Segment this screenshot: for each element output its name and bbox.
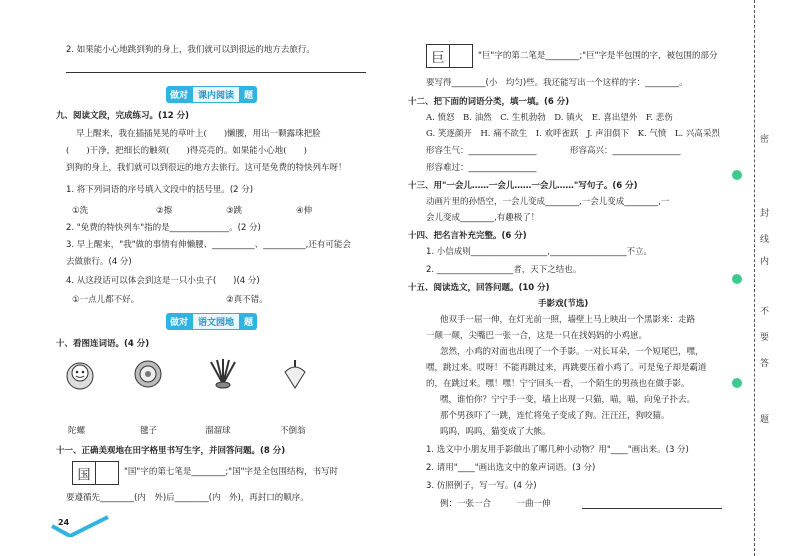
divider	[66, 72, 366, 73]
q14-title: 十四、把名言补充完整。(6 分)	[408, 231, 527, 241]
q11-line-1: "国"字的第七笔是________;"国"字是全包围结构，书写时	[124, 467, 339, 477]
yoyo-image	[130, 358, 166, 390]
left-q2-line: 2. 如果能小心地跳到狗的身上，我们就可以到很远的地方去旅行。	[66, 45, 315, 55]
q9-1-opt-4: ④伸	[296, 206, 313, 216]
reading-line-1: 他双手一屈一伸，在灯光前一照，墙壁上马上映出一个黑影来：走路	[440, 315, 696, 325]
tianzige-box-ju: 巨	[426, 44, 450, 68]
q12-a: 形容生气：________________	[426, 146, 537, 156]
toy-label-1: 陀螺	[68, 426, 86, 436]
tianzige-empty-box[interactable]	[95, 461, 119, 485]
q9-1-opt-2: ②擦	[156, 206, 173, 216]
q9-title: 九、阅读文段，完成练习。(12 分)	[56, 111, 190, 121]
toy-label-2: 毽子	[140, 426, 158, 436]
q9-3a: 3. 早上醒来，"我"做的事情有伸懒腰、__________、__________,还有可能会	[66, 240, 351, 250]
side-dot-3	[732, 378, 742, 388]
side-dot-1	[732, 170, 742, 180]
q15-title: 十五、阅读选文，回答问题。(10 分)	[408, 283, 550, 293]
side-dot-2	[732, 274, 742, 284]
reading-line-2: 一颠一颠，尖嘴巴一张一合，这是一只在找妈妈的小鸡崽。	[426, 331, 648, 341]
side-char-7: 答	[760, 359, 770, 369]
q15-2: 2. 请用"____"画出选文中的象声词语。(3 分)	[426, 463, 596, 473]
reading-line-7: 那个男孩吓了一跳，连忙将兔子变成了狗。汪汪汪，狗咬猫。	[440, 411, 670, 421]
r-line-2: 要写得________(小 均匀)些。我还能写出一个这样的字：________。	[426, 78, 688, 88]
passage-line-2: ( )干净，把细长的触须( )得亮亮的。如果能小心地( )	[66, 146, 307, 156]
side-char-8: 题	[760, 415, 770, 425]
q13-line-2: 会儿变成________,有趣极了！	[426, 213, 540, 223]
tumbler-toy-image	[62, 358, 98, 390]
banner-reading: 做对 课内阅读 题	[166, 85, 257, 103]
q14-2: 2. __________________者，天下之结也。	[426, 265, 582, 275]
reading-line-3: 忽然，小鸡的对面也出现了一个手影。一对长耳朵，一个短尾巴，嘿，	[440, 347, 704, 357]
toy-label-3: 溜溜球	[205, 426, 231, 436]
q9-3b: 去做旅行。(4 分)	[66, 257, 132, 267]
q15-3: 3. 仿照例子，写一写。(4 分)	[426, 481, 537, 491]
q12-c: 形容难过：________________	[426, 163, 537, 173]
q9-1-opt-1: ①洗	[72, 206, 89, 216]
q11-title: 十一、正确美观地在田字格里书写生字，并回答问题。(8 分)	[56, 446, 286, 456]
passage-line-3: 到狗的身上，我们就可以到很远的地方去旅行。这可是免费的特快列车呀！	[66, 163, 347, 173]
side-char-1: 密	[760, 135, 770, 145]
q9-4-opt-1: ①一点儿都不好。	[72, 295, 140, 305]
q12-row-1: A. 愤怒 B. 油然 C. 生机勃勃 D. 镇火 E. 喜出望外 F. 悲伤	[426, 113, 673, 123]
answer-line[interactable]	[582, 508, 722, 509]
tianzige-empty-box-2[interactable]	[449, 44, 473, 68]
side-char-4: 内	[760, 257, 770, 267]
q9-2: 2. "免费的特快列车"指的是______________。(2 分)	[66, 223, 261, 233]
side-char-3: 线	[760, 235, 770, 245]
seal-line	[754, 0, 756, 556]
passage-line-1: 早上醒来，我在插插晃晃的草叶上( )懒腰，用出一颗露珠把脸	[76, 129, 321, 139]
spinning-top-image	[280, 358, 310, 390]
q15-3-example: 例：一张一合 一曲一伸	[440, 499, 551, 509]
q12-b: 形容高兴：________________	[570, 146, 681, 156]
q14-1: 1. 小信成则__________________,__________________不立。	[426, 247, 653, 257]
side-char-5: 不	[760, 307, 770, 317]
q13-title: 十三、用"一会儿……一会儿……一会儿……"写句子。(6 分)	[408, 181, 638, 191]
side-char-6: 要	[760, 333, 770, 343]
page-number: 24	[58, 518, 70, 527]
q12-title: 十二、把下面的词语分类，填一填。(6 分)	[408, 97, 570, 107]
reading-title: 手影戏(节选)	[538, 299, 589, 309]
q10-title: 十、看图连词语。(4 分)	[56, 339, 150, 349]
q9-1-opt-3: ③跳	[226, 206, 243, 216]
reading-line-5: 的，在跳过来。嘿！嘿！宁宁回头一看，一个陌生的男孩也在做手影。	[426, 379, 690, 389]
tianzige-box: 国	[72, 461, 96, 485]
q9-1: 1. 将下列词语的序号填入文段中的括号里。(2 分)	[66, 185, 254, 195]
banner-garden: 做对 语文园地 题	[166, 312, 257, 330]
shuttlecock-image	[205, 356, 241, 390]
reading-line-8: 呜呜，呜呜，猫变成了大熊。	[440, 427, 551, 437]
q9-4-opt-2: ②真不错。	[226, 295, 268, 305]
side-char-2: 封	[760, 209, 770, 219]
q13-line-1: 动画片里的孙悟空，一会儿变成________,一会儿变成________,一	[426, 197, 670, 207]
toy-label-4: 不倒翁	[280, 426, 306, 436]
q12-row-2: G. 笑逐颜开 H. 痛不欲生 I. 欢呼雀跃 J. 声泪俱下 K. 气愤 L. 兴高采烈	[426, 129, 720, 139]
q15-1: 1. 选文中小朋友用手影做出了哪几种小动物？用"____"画出来。(3 分)	[426, 445, 689, 455]
q11-line-2: 要遵循先________(内 外)后________(内 外)，再封口的顺序。	[66, 493, 309, 503]
reading-line-6: 嘿，谁怕你？宁宁手一变，墙上出现一只猫，喵，喵，向兔子扑去。	[440, 395, 696, 405]
reading-line-4: 嘿，跳过来。哎呀！不能再跳过来，再跳要压着小鸡了。可是兔子却是霸道	[426, 363, 707, 373]
r-line-1: "巨"字的第二笔是________;"巨"字是半包围的字，被包围的部分	[478, 51, 718, 61]
q9-4: 4. 从这段话可以体会到这是一只小虫子( )(4 分)	[66, 276, 260, 286]
